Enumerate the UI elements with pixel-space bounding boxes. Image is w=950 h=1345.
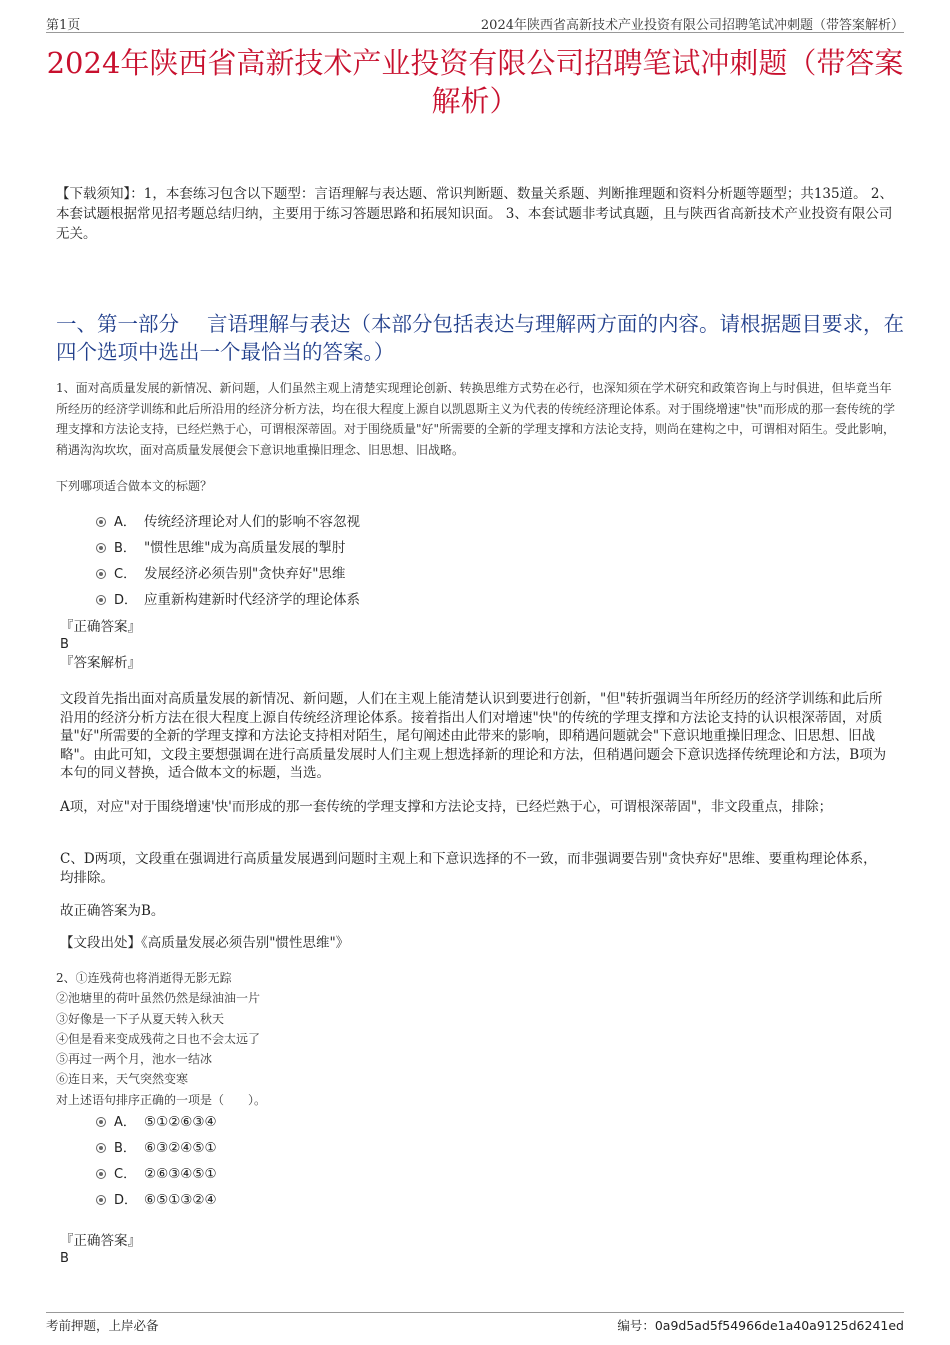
- q2-line: ⑤再过一两个月，池水一结冰: [56, 1052, 213, 1067]
- section-part: 一、第一部分: [56, 312, 179, 336]
- q2-option-b[interactable]: B． ⑥③②④⑤①: [96, 1135, 217, 1161]
- q1-option-a[interactable]: A． 传统经济理论对人们的影响不容忽视: [96, 509, 360, 535]
- q2-line: 2、①连残荷也将消逝得无影无踪: [56, 971, 232, 985]
- radio-icon[interactable]: [96, 517, 106, 527]
- radio-icon[interactable]: [96, 543, 106, 553]
- q2-stem: [56, 968, 266, 1110]
- q1-options: [96, 509, 360, 613]
- page-header: [46, 14, 904, 33]
- answer-value: B: [60, 637, 69, 652]
- q1-answer-block: [60, 618, 888, 672]
- q2-line: ③好像是一下子从夏天转入秋天: [56, 1011, 225, 1026]
- footer-slogan: 考前押题，上岸必备: [46, 1318, 159, 1333]
- document-title: 2024年陕西省高新技术产业投资有限公司招聘笔试冲刺题（带答案解析）: [46, 46, 904, 118]
- q1-option-c[interactable]: C． 发展经济必须告别"贪快弃好"思维: [96, 561, 360, 587]
- download-notice: 【下载须知】：1，本套练习包含以下题型：言语理解与表达题、常识判断题、数量关系题、判断推理题和资料分析题等题型；共135道。 2、本套试题根据常见招考题总结归纳，主要用于练习答题思路和拓展知识面。 3、本套试题非考试真题，且与陕西省高新技术产业投资有限公司无关。: [56, 186, 893, 242]
- page-footer: [46, 1312, 904, 1335]
- header-doc-title: 2024年陕西省高新技术产业投资有限公司招聘笔试冲刺题（带答案解析）: [480, 18, 904, 33]
- answer-value: B: [60, 1251, 69, 1266]
- analysis-paragraph: 文段首先指出面对高质量发展的新情况、新问题，人们在主观上能清楚认识到要进行创新，"但"转折强调当年所经历的经济学训练和此后所沿用的经济分析方法在很大程度上源自传统经济理论体系。接着指出人们对增速"快"的传统的学理支撑和方法论支持的认识根深蒂固，对质量"好"所需要的全新的学理支撑和方法论支持相对陌生，尾句阐述由此带来的影响，即稍遇问题就会"下意识地重操旧理念、旧思想、旧战略"。由此可知，文段主要想强调在进行高质量发展时人们主观上想选择新的理论和方法，但稍遇问题会下意识选择传统理论和方法，B项为本句的同义替换，适合做本文的标题，当选。: [60, 691, 887, 781]
- q2-option-c[interactable]: C． ②⑥③④⑤①: [96, 1161, 217, 1187]
- radio-icon[interactable]: [96, 1195, 106, 1205]
- q2-options: [96, 1109, 217, 1213]
- radio-icon[interactable]: [96, 1117, 106, 1127]
- radio-icon[interactable]: [96, 595, 106, 605]
- radio-icon[interactable]: [96, 1143, 106, 1153]
- q1-stem: 1、面对高质量发展的新情况、新问题，人们虽然主观上清楚实现理论创新、转换思维方式势在必行，也深知须在学术研究和政策咨询上与时俱进，但毕竟当年所经历的经济学训练和此后所沿用的经济分析方法，均在很大程度上源自以凯恩斯主义为代表的传统经济理论体系。对于围绕增速"快"而形成的那一套传统的学理支撑和方法论支持，已经烂熟于心，可谓根深蒂固。对于围绕质量"好"所需要的全新的学理支撑和方法论支持，则尚在建构之中，可谓相对陌生。受此影响，稍遇沟沟坎坎，面对高质量发展便会下意识地重操旧理念、旧思想、旧战略。: [56, 381, 896, 457]
- q2-option-a[interactable]: A． ⑤①②⑥③④: [96, 1109, 217, 1135]
- q2-option-d[interactable]: D． ⑥⑤①③②④: [96, 1187, 217, 1213]
- page-number: 第1页: [46, 18, 81, 33]
- q2-line: ⑥连日来，天气突然变寒: [56, 1072, 189, 1087]
- q1-option-b[interactable]: B． "惯性思维"成为高质量发展的掣肘: [96, 535, 360, 561]
- q1-option-d[interactable]: D． 应重新构建新时代经济学的理论体系: [96, 587, 360, 613]
- q1-ask: 下列哪项适合做本文的标题？: [56, 479, 213, 493]
- q2-line: ④但是看来变成残荷之日也不会太远了: [56, 1031, 261, 1046]
- section-text: 言语理解与表达（本部分包括表达与理解两方面的内容。请根据题目要求，在四个选项中选出一个最恰当的答案。）: [56, 312, 904, 364]
- analysis-paragraph: C、D两项，文段重在强调进行高质量发展遇到问题时主观上和下意识选择的不一致，而非强调要告别"贪快弃好"思维、要重构理论体系，均排除。: [60, 851, 877, 886]
- radio-icon[interactable]: [96, 1169, 106, 1179]
- q2-line: ②池塘里的荷叶虽然仍然是绿油油一片: [56, 991, 261, 1006]
- source-note: 【文段出处】《高质量发展必须告别"惯性思维"》: [60, 935, 350, 951]
- section-heading: [56, 310, 910, 366]
- footer-code: 编号：0a9d5ad5f54966de1a40a9125d6241ed: [617, 1318, 904, 1333]
- analysis-paragraph: 故正确答案为B。: [60, 903, 165, 919]
- q2-ask: 对上述语句排序正确的一项是（ ）。: [56, 1092, 267, 1107]
- analysis-label: 『答案解析』: [60, 655, 141, 671]
- answer-label: 『正确答案』: [60, 619, 141, 635]
- radio-icon[interactable]: [96, 569, 106, 579]
- q2-answer-block: [60, 1232, 888, 1268]
- analysis-paragraph: A项，对应"对于围绕增速'快'而形成的那一套传统的学理支撑和方法论支持，已经烂熟于心，可谓根深蒂固"，非文段重点，排除；: [60, 799, 833, 815]
- answer-label: 『正确答案』: [60, 1233, 141, 1249]
